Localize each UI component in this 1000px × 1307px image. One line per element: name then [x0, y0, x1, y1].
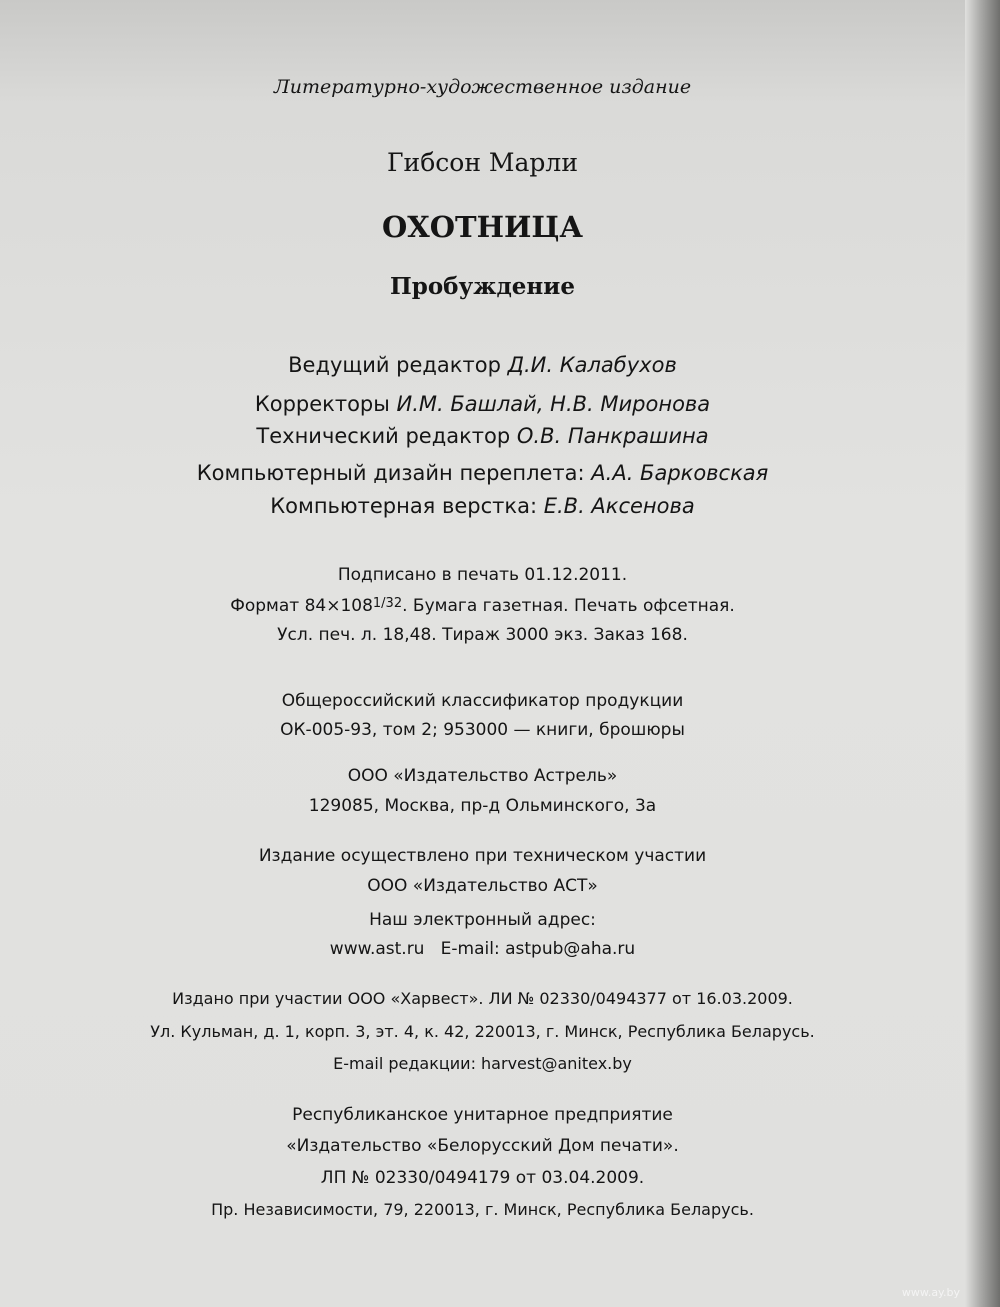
harvest-line-2: Ул. Кульман, д. 1, корп. 3, эт. 4, к. 42, 220013, г. Минск, Республика Беларусь. — [150, 1022, 815, 1041]
signed-for-print: Подписано в печать 01.12.2011. — [337, 565, 628, 585]
edition-type: Литературно-художественное издание — [273, 76, 692, 98]
credit-lead-editor — [0, 353, 965, 377]
credit-names: Е.В. Аксенова — [543, 494, 695, 518]
printer-line-1: Республиканское унитарное предприятие — [292, 1105, 673, 1125]
credit-layout — [0, 494, 965, 518]
volume-line: Усл. печ. л. 18,48. Тираж 3000 экз. Заказ 168. — [277, 625, 688, 645]
contact-line: www.ast.ru E-mail: astpub@aha.ru — [329, 939, 636, 959]
credit-role: Компьютерный дизайн переплета: — [196, 461, 585, 485]
credit-role: Ведущий редактор — [288, 353, 501, 377]
classifier-line-2: ОК-005-93, том 2; 953000 — книги, брошюры — [280, 720, 685, 740]
credit-names: А.А. Барковская — [591, 461, 769, 485]
printer-line-3: ЛП № 02330/0494179 от 03.04.2009. — [320, 1168, 645, 1188]
credit-proofreaders — [0, 392, 965, 416]
credit-names: О.В. Панкрашина — [516, 424, 709, 448]
credit-role: Компьютерная верстка: — [270, 494, 538, 518]
classifier-line-1: Общероссийский классификатор продукции — [281, 691, 684, 711]
tech-participation-line-1: Издание осуществлено при техническом участии — [258, 846, 707, 866]
harvest-email: E-mail редакции: harvest@anitex.by — [333, 1054, 632, 1073]
contact-label: Наш электронный адрес: — [369, 910, 596, 930]
watermark: www.ay.by — [901, 1286, 960, 1299]
credit-cover-design — [0, 461, 965, 485]
format-line — [0, 596, 965, 616]
tech-participation-line-2: ООО «Издательство АСТ» — [367, 876, 598, 896]
printer-line-2: «Издательство «Белорусский Дом печати». — [286, 1136, 679, 1156]
harvest-line-1: Издано при участии ООО «Харвест». ЛИ № 02330/0494377 от 16.03.2009. — [172, 989, 793, 1008]
format-suffix: . Бумага газетная. Печать офсетная. — [402, 596, 735, 616]
credit-role: Корректоры — [254, 392, 390, 416]
printer-line-4: Пр. Независимости, 79, 220013, г. Минск, Республика Беларусь. — [211, 1200, 754, 1219]
spine-shadow — [965, 0, 1000, 1307]
credit-role: Технический редактор — [256, 424, 511, 448]
format-prefix: Формат 84×108 — [230, 596, 373, 616]
credit-names: Д.И. Калабухов — [507, 353, 677, 377]
author: Гибсон Марли — [387, 148, 578, 177]
credit-tech-editor — [0, 424, 965, 448]
book-subtitle: Пробуждение — [390, 273, 575, 300]
credit-names: И.М. Башлай, Н.В. Миронова — [396, 392, 711, 416]
format-fraction: 1/32 — [372, 596, 403, 611]
publisher-address: 129085, Москва, пр-д Ольминского, 3а — [308, 796, 657, 816]
book-title: ОХОТНИЦА — [381, 210, 584, 244]
publisher-name: ООО «Издательство Астрель» — [347, 766, 618, 786]
